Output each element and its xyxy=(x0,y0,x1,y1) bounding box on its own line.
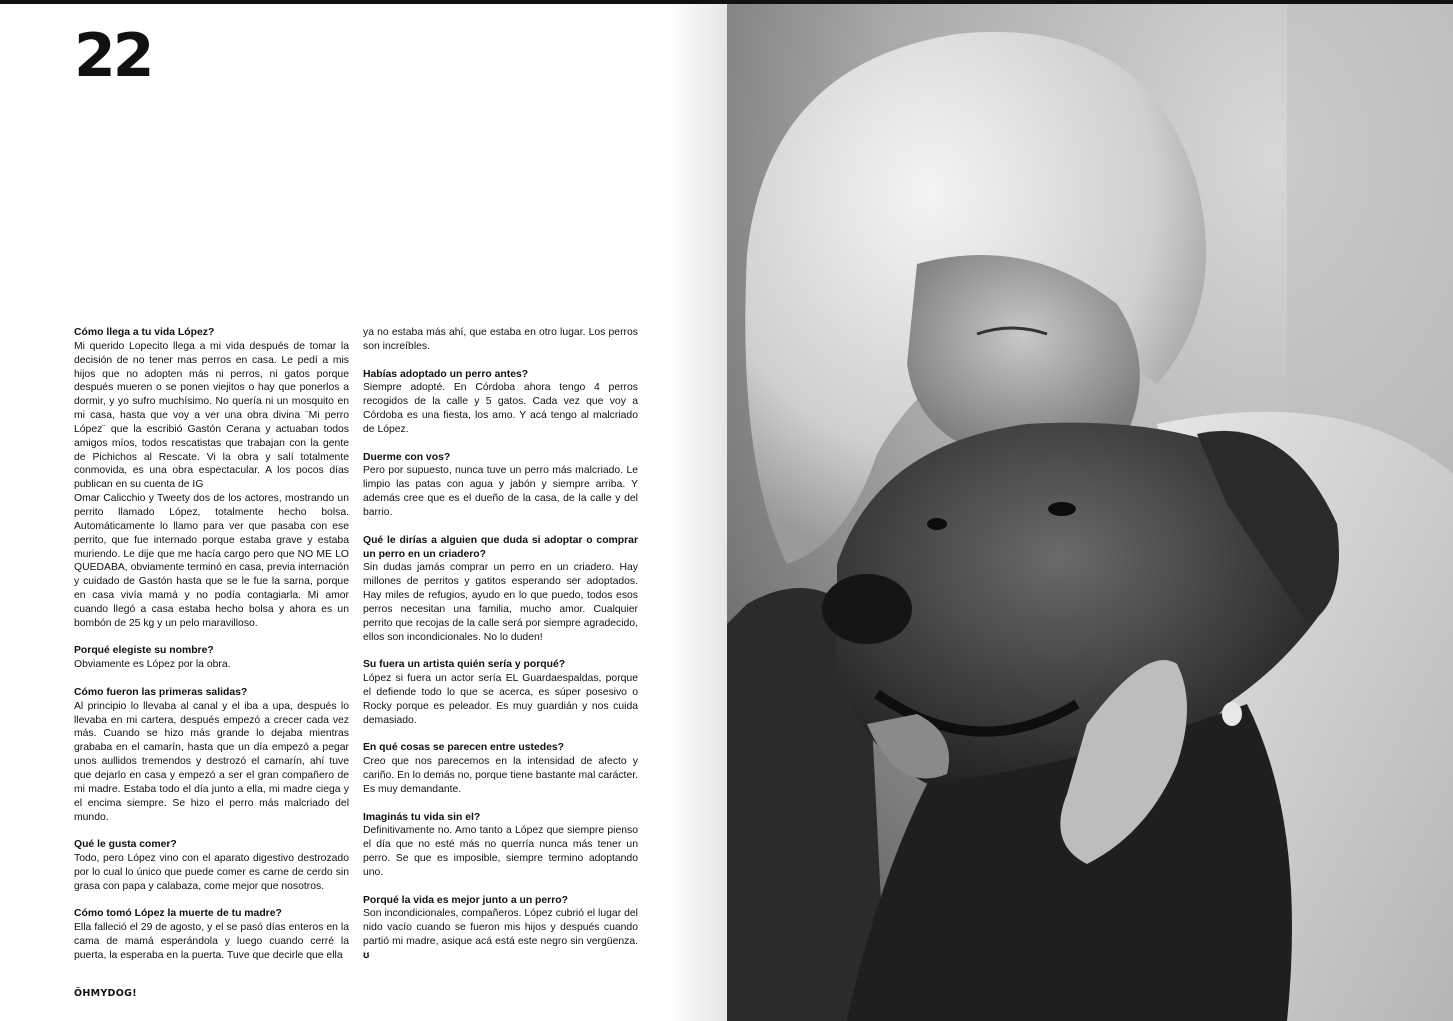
answer: Siempre adopté. En Córdoba ahora tengo 4 perros recogidos de la calle y 5 gatos. Cada vez que voy a Córdoba es una fiesta, los amo. Y acá tengo al malcriado de López. xyxy=(363,382,638,435)
qa-block xyxy=(363,368,638,437)
woman-kissing-dog-photo xyxy=(727,4,1453,1021)
article-column-1 xyxy=(74,326,349,977)
qa-block xyxy=(363,658,638,727)
question: Imaginás tu vida sin el? xyxy=(363,811,481,823)
qa-block xyxy=(74,644,349,672)
answer: Creo que nos parecemos en la intensidad de afecto y cariño. En lo demás no, porque tiene bastante mal carácter. Es muy demandante. xyxy=(363,756,638,795)
question: Cómo llega a tu vida López? xyxy=(74,327,215,338)
answer: Mi querido Lopecito llega a mi vida después de tomar la decisión de no tener mas perros en casa. Le pedí a mis hijos que no adopten más ni perros, ni gatos porque después mueren o se ponen viejitos o hay que ponerlos a dormir, y yo sufro muchísimo. No quería ni un mosquito en mi casa, hasta que voy a ver una obra divina ¨Mi perro López¨ que la escribió Gastón Cerana y actuaban todos amigos míos, todos rescatistas que trabajan con la gente de Pichichos al Rescate. Vi la obra y salí totalmente conmovida, es una obra espectacular. A los pocos días publican en su cuenta de IG xyxy=(74,340,349,491)
qa-block xyxy=(363,741,638,796)
qa-block xyxy=(74,838,349,893)
page-gutter-shadow xyxy=(667,4,727,1021)
qa-block xyxy=(74,326,349,492)
answer: Obviamente es López por la obra. xyxy=(74,659,231,671)
qa-block xyxy=(74,686,349,824)
qa-block xyxy=(363,534,638,645)
question: Qué le dirías a alguien que duda si adoptar o comprar un perro en un criadero? xyxy=(363,534,638,560)
answer: Pero por supuesto, nunca tuve un perro más malcriado. Le limpio las patas con agua y jabón y siempre arriba. Y además cree que es el dueño de la casa, de la calle y del barrio. xyxy=(363,465,638,518)
end-mark-icon: ʊ xyxy=(363,949,370,961)
answer: Ella falleció el 29 de agosto, y el se pasó días enteros en la cama de mamá esperándola y luego cuando cerré la puerta, la esperaba en la puerta. Tuve que decirle que ella xyxy=(74,922,349,961)
question: Cómo tomó López la muerte de tu madre? xyxy=(74,908,282,920)
answer: Sin dudas jamás comprar un perro en un criadero. Hay millones de perritos y gatitos esperando ser adoptados. Hay miles de refugios, ayudo en lo que puedo, todos esos perros necesitan una familia, mucho amor. Cualquier perrito que recojas de la calle será por siempre agradecido, ellos son incondicionales. No lo duden! xyxy=(363,562,638,643)
brand-logo: ÖHMYDOG! xyxy=(74,988,137,999)
answer: ya no estaba más ahí, que estaba en otro lugar. Los perros son increíbles. xyxy=(363,327,638,352)
left-page xyxy=(0,4,727,1021)
answer: Todo, pero López vino con el aparato digestivo destrozado por lo cual lo único que puede comer es carne de cerdo sin grasa con papa y calabaza, come mejor que nosotros. xyxy=(74,853,349,892)
question: Su fuera un artista quién sería y porqué? xyxy=(363,659,566,671)
answer: Definitivamente no. Amo tanto a López que siempre pienso el día que no esté más no querría nunca más tener un perro. Se que es imposible, siempre termino adoptando uno. xyxy=(363,825,638,878)
page-number: 22 xyxy=(74,21,152,91)
qa-block xyxy=(363,894,638,963)
photo-illustration xyxy=(727,4,1453,1021)
answer: Son incondicionales, compañeros. López cubrió el lugar del nido vacío cuando se fueron mis hijos y después cuando partió mi madre, asique acá está este negro sin vergüenza. xyxy=(363,908,638,948)
qa-block xyxy=(363,326,638,354)
question: Duerme con vos? xyxy=(363,451,451,463)
question: Porqué elegiste su nombre? xyxy=(74,645,214,657)
question: Porqué la vida es mejor junto a un perro? xyxy=(363,894,568,906)
answer: López si fuera un actor sería EL Guardaespaldas, porque el defiende todo lo que se acerca, es súper posesivo o Rocky porque es peleador. Es muy guardián y nos cuida demasiado. xyxy=(363,673,638,726)
answer: Al principio lo llevaba al canal y el iba a upa, después lo llevaba en mi cartera, después empezó a crecer cada vez más. Cuando se hizo más grande lo dejaba mientras grababa en el camarín, hasta que un día empezó a pegar unos aullidos tremendos y destrozó el camarín, ahí tuve que dejarlo en casa y empezó a ser el gran compañero de mi madre. Estaba todo el día junto a ella, mi madre ciega y el encima siempre. Se hizo el perro más malcriado del mundo. xyxy=(74,700,349,823)
question: En qué cosas se parecen entre ustedes? xyxy=(363,742,564,754)
article-column-2 xyxy=(363,326,638,977)
answer: Omar Calicchio y Tweety dos de los actores, mostrando un perrito llamado López, totalmente hecho bolsa. Automáticamente lo llamo para ver que pasaba con ese perrito, que fue internado porque estaba grave y estaba muriendo. Le dije que me hacía cargo pero que NO ME LO QUEDABA, obviamente terminó en casa, previa internación y cuidado de Gastón hasta que se le fue la sarna, porque en casa vivía mamá y no podía contagiarla. Mi amor cuando llegó a casa estaba hecho bolsa y ahora es un bombón de 25 kg y un pelo maravilloso. xyxy=(74,493,349,629)
question: Qué le gusta comer? xyxy=(74,839,177,851)
qa-block xyxy=(363,451,638,520)
qa-block xyxy=(74,907,349,962)
qa-block xyxy=(363,811,638,880)
question: Habías adoptado un perro antes? xyxy=(363,368,529,380)
question: Cómo fueron las primeras salidas? xyxy=(74,686,248,698)
qa-block xyxy=(74,492,349,630)
